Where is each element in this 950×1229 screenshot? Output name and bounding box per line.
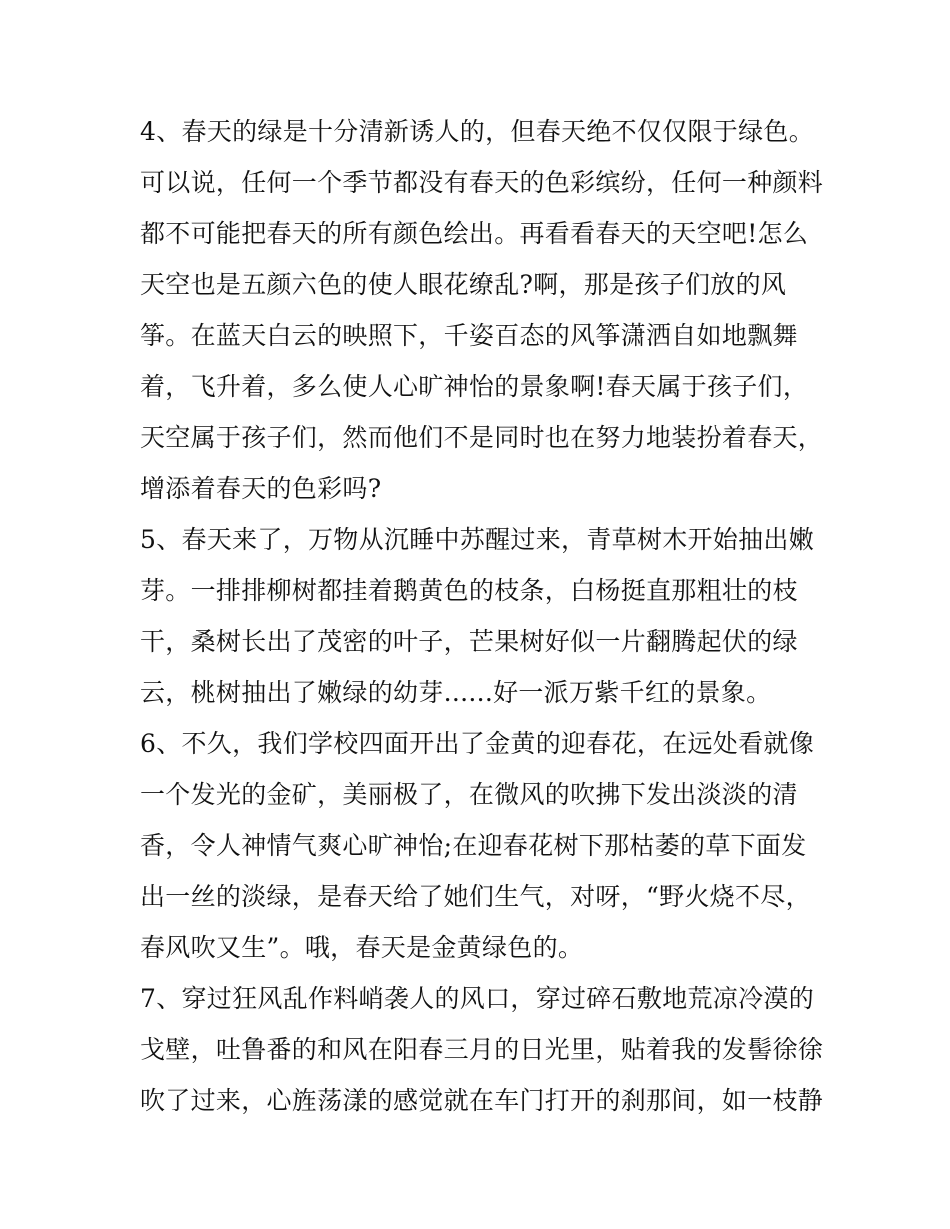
text-line: 香，令人神情气爽心旷神怡;在迎春花树下那枯萎的草下面发 — [140, 831, 807, 860]
text-line: 7、穿过狂风乱作料峭袭人的风口，穿过碎石敷地荒凉冷漠的 — [140, 984, 815, 1013]
text-line: 可以说，任何一个季节都没有春天的色彩缤纷，任何一种颜料 — [140, 168, 824, 197]
text-line: 4、春天的绿是十分清新诱人的，但春天绝不仅仅限于绿色。 — [140, 117, 815, 146]
text-line: 增添着春天的色彩吗? — [140, 474, 382, 503]
text-line: 春风吹又生”。哦，春天是金黄绿色的。 — [140, 933, 584, 962]
text-line: 天空属于孩子们，然而他们不是同时也在努力地装扮着春天， — [140, 423, 824, 452]
text-line: 天空也是五颜六色的使人眼花缭乱?啊，那是孩子们放的风 — [140, 270, 787, 299]
text-line: 出一丝的淡绿，是春天给了她们生气，对呀，“野火烧不尽， — [140, 882, 811, 911]
document-body — [140, 106, 830, 1126]
text-line: 都不可能把春天的所有颜色绘出。再看看春天的天空吧!怎么 — [140, 219, 809, 248]
text-line: 着，飞升着，多么使人心旷神怡的景象啊!春天属于孩子们， — [140, 372, 809, 401]
text-line: 筝。在蓝天白云的映照下，千姿百态的风筝潇洒自如地飘舞 — [140, 321, 798, 350]
text-line: 云，桃树抽出了嫩绿的幼芽......好一派万紫千红的景象。 — [140, 678, 772, 707]
text-line: 戈壁，吐鲁番的和风在阳春三月的日光里，贴着我的发髻徐徐 — [140, 1035, 824, 1064]
text-line: 5、春天来了，万物从沉睡中苏醒过来，青草树木开始抽出嫩 — [140, 525, 815, 554]
text-line: 芽。一排排柳树都挂着鹅黄色的枝条，白杨挺直那粗壮的枝 — [140, 576, 798, 605]
text-line: 干，桑树长出了茂密的叶子，芒果树好似一片翻腾起伏的绿 — [140, 627, 798, 656]
text-line: 一个发光的金矿，美丽极了，在微风的吹拂下发出淡淡的清 — [140, 780, 798, 809]
text-line: 吹了过来，心旌荡漾的感觉就在车门打开的刹那间，如一枝静 — [140, 1086, 824, 1115]
text-line: 6、不久，我们学校四面开出了金黄的迎春花，在远处看就像 — [140, 729, 815, 758]
